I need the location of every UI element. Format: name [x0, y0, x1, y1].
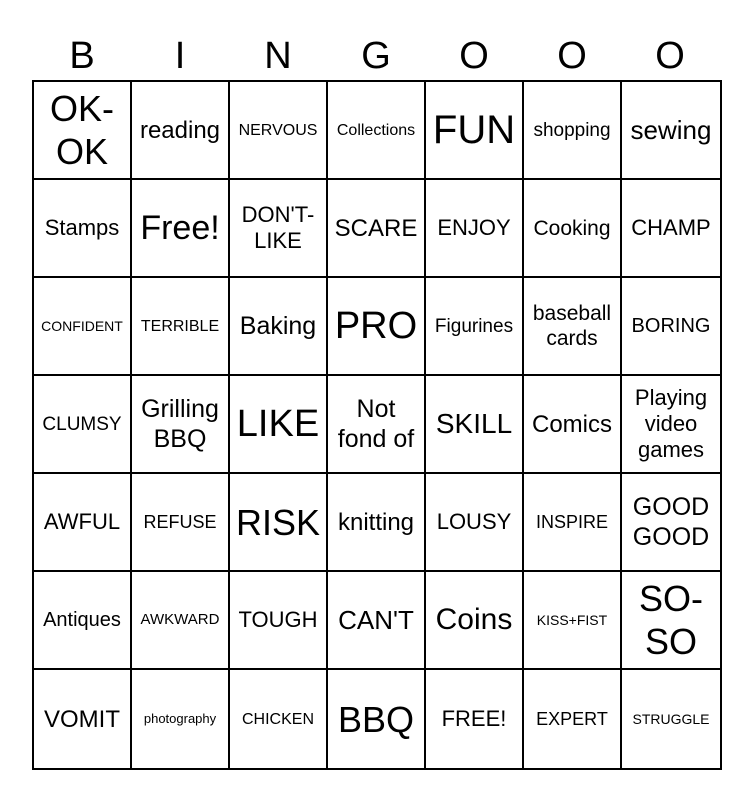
bingo-cell-label: Comics [531, 410, 612, 438]
bingo-cell[interactable] [622, 278, 720, 376]
bingo-cell[interactable] [328, 180, 426, 278]
bingo-cell[interactable] [132, 180, 230, 278]
bingo-cell-label: SO-SO [638, 578, 703, 662]
bingo-cell-label: sewing [630, 114, 712, 145]
bingo-cell[interactable] [524, 180, 622, 278]
bingo-cell[interactable] [524, 572, 622, 670]
bingo-cell[interactable] [230, 670, 328, 768]
bingo-cell-label: PRO [334, 305, 418, 347]
bingo-cell[interactable] [426, 278, 524, 376]
bingo-cell-label: VOMIT [44, 705, 120, 733]
bingo-cell[interactable] [622, 180, 720, 278]
bingo-cell[interactable] [230, 82, 328, 180]
bingo-cell[interactable] [132, 82, 230, 180]
bingo-cell-label: reading [139, 116, 221, 144]
bingo-cell[interactable] [328, 670, 426, 768]
bingo-cell[interactable] [524, 376, 622, 474]
bingo-cell[interactable] [132, 670, 230, 768]
bingo-cell[interactable] [230, 474, 328, 572]
bingo-cell[interactable] [132, 572, 230, 670]
header-letter-g: G [361, 35, 391, 77]
bingo-cell[interactable] [328, 376, 426, 474]
bingo-cell[interactable] [34, 572, 132, 670]
bingo-cell[interactable] [34, 474, 132, 572]
bingo-cell[interactable] [132, 278, 230, 376]
header-letter-b: B [69, 35, 95, 77]
bingo-cell[interactable] [426, 376, 524, 474]
bingo-cell-label: baseball cards [532, 302, 612, 350]
bingo-cell[interactable] [230, 180, 328, 278]
bingo-cell-label: RISK [235, 501, 321, 543]
bingo-cell[interactable] [622, 82, 720, 180]
bingo-cell-label: CAN'T [338, 604, 414, 635]
bingo-cell-label: photography [143, 711, 217, 726]
bingo-cell-label: ENJOY [437, 215, 511, 240]
bingo-cell[interactable] [328, 278, 426, 376]
bingo-cell[interactable] [524, 82, 622, 180]
bingo-cell[interactable] [34, 180, 132, 278]
bingo-cell-label: GOOD GOOD [632, 493, 710, 551]
bingo-cell-label: Cooking [533, 216, 611, 240]
bingo-cell-label: SKILL [435, 408, 513, 439]
bingo-cell[interactable] [426, 670, 524, 768]
bingo-cell-label: REFUSE [143, 512, 217, 532]
bingo-cell-label: Free! [140, 208, 220, 247]
bingo-cell[interactable] [622, 474, 720, 572]
bingo-cell-label: KISS+FIST [536, 611, 608, 628]
bingo-cell-label: knitting [337, 508, 415, 536]
bingo-cell[interactable] [328, 82, 426, 180]
bingo-cell-label: CLUMSY [42, 413, 122, 435]
bingo-header [33, 32, 719, 80]
bingo-cell[interactable] [230, 376, 328, 474]
bingo-cell-label: EXPERT [536, 709, 608, 729]
bingo-cell[interactable] [426, 180, 524, 278]
bingo-cell-label: INSPIRE [535, 512, 609, 532]
bingo-cell-label: TERRIBLE [140, 317, 220, 335]
bingo-cell[interactable] [34, 278, 132, 376]
bingo-cell-label: Baking [239, 312, 317, 340]
bingo-cell-label: FREE! [441, 706, 507, 731]
bingo-cell[interactable] [622, 572, 720, 670]
bingo-cell-label: BORING [631, 315, 711, 337]
header-letter-o: O [557, 35, 587, 77]
bingo-cell-label: LIKE [236, 403, 320, 445]
bingo-cell[interactable] [34, 82, 132, 180]
header-letter-n: N [264, 35, 292, 77]
bingo-cell-label: FUN [432, 108, 516, 152]
bingo-cell-label: AWFUL [43, 509, 121, 534]
bingo-cell[interactable] [328, 572, 426, 670]
bingo-cell-label: OK-OK [49, 88, 114, 172]
bingo-cell[interactable] [328, 474, 426, 572]
header-letter-o: O [459, 35, 489, 77]
bingo-cell-label: Playing video games [634, 385, 708, 462]
bingo-cell[interactable] [426, 474, 524, 572]
bingo-card-grid [32, 80, 722, 770]
bingo-cell[interactable] [230, 278, 328, 376]
bingo-cell-label: CHICKEN [241, 710, 314, 728]
bingo-cell-label: TOUGH [238, 607, 318, 632]
bingo-cell-label: AWKWARD [140, 611, 220, 628]
bingo-cell-label: Antiques [43, 609, 121, 631]
bingo-cell[interactable] [524, 670, 622, 768]
bingo-cell[interactable] [524, 474, 622, 572]
bingo-cell[interactable] [524, 278, 622, 376]
bingo-cell[interactable] [230, 572, 328, 670]
bingo-cell-label: Stamps [44, 215, 120, 240]
bingo-cell-label: SCARE [334, 214, 418, 242]
bingo-cell-label: Grilling BBQ [141, 395, 219, 453]
bingo-cell-label: STRUGGLE [632, 710, 710, 727]
bingo-cell-label: Coins [435, 603, 513, 636]
bingo-cell[interactable] [426, 82, 524, 180]
bingo-cell-label: Collections [336, 121, 416, 139]
bingo-cell[interactable] [34, 670, 132, 768]
bingo-cell[interactable] [34, 376, 132, 474]
bingo-cell[interactable] [426, 572, 524, 670]
bingo-cell-label: NERVOUS [238, 121, 318, 139]
bingo-cell-label: LOUSY [436, 509, 512, 534]
header-letter-i: I [174, 35, 186, 77]
header-letter-o: O [655, 35, 685, 77]
bingo-cell-label: BBQ [337, 698, 415, 740]
bingo-cell-label: Figurines [434, 315, 514, 337]
bingo-cell-label: shopping [533, 119, 611, 141]
bingo-cell-label: CHAMP [631, 215, 711, 240]
bingo-cell[interactable] [622, 670, 720, 768]
bingo-cell-label: Not fond of [337, 395, 415, 453]
bingo-cell-label: DON'T-LIKE [241, 202, 315, 253]
bingo-cell-label: CONFIDENT [41, 317, 123, 334]
bingo-cell[interactable] [132, 474, 230, 572]
bingo-cell[interactable] [132, 376, 230, 474]
bingo-cell[interactable] [622, 376, 720, 474]
